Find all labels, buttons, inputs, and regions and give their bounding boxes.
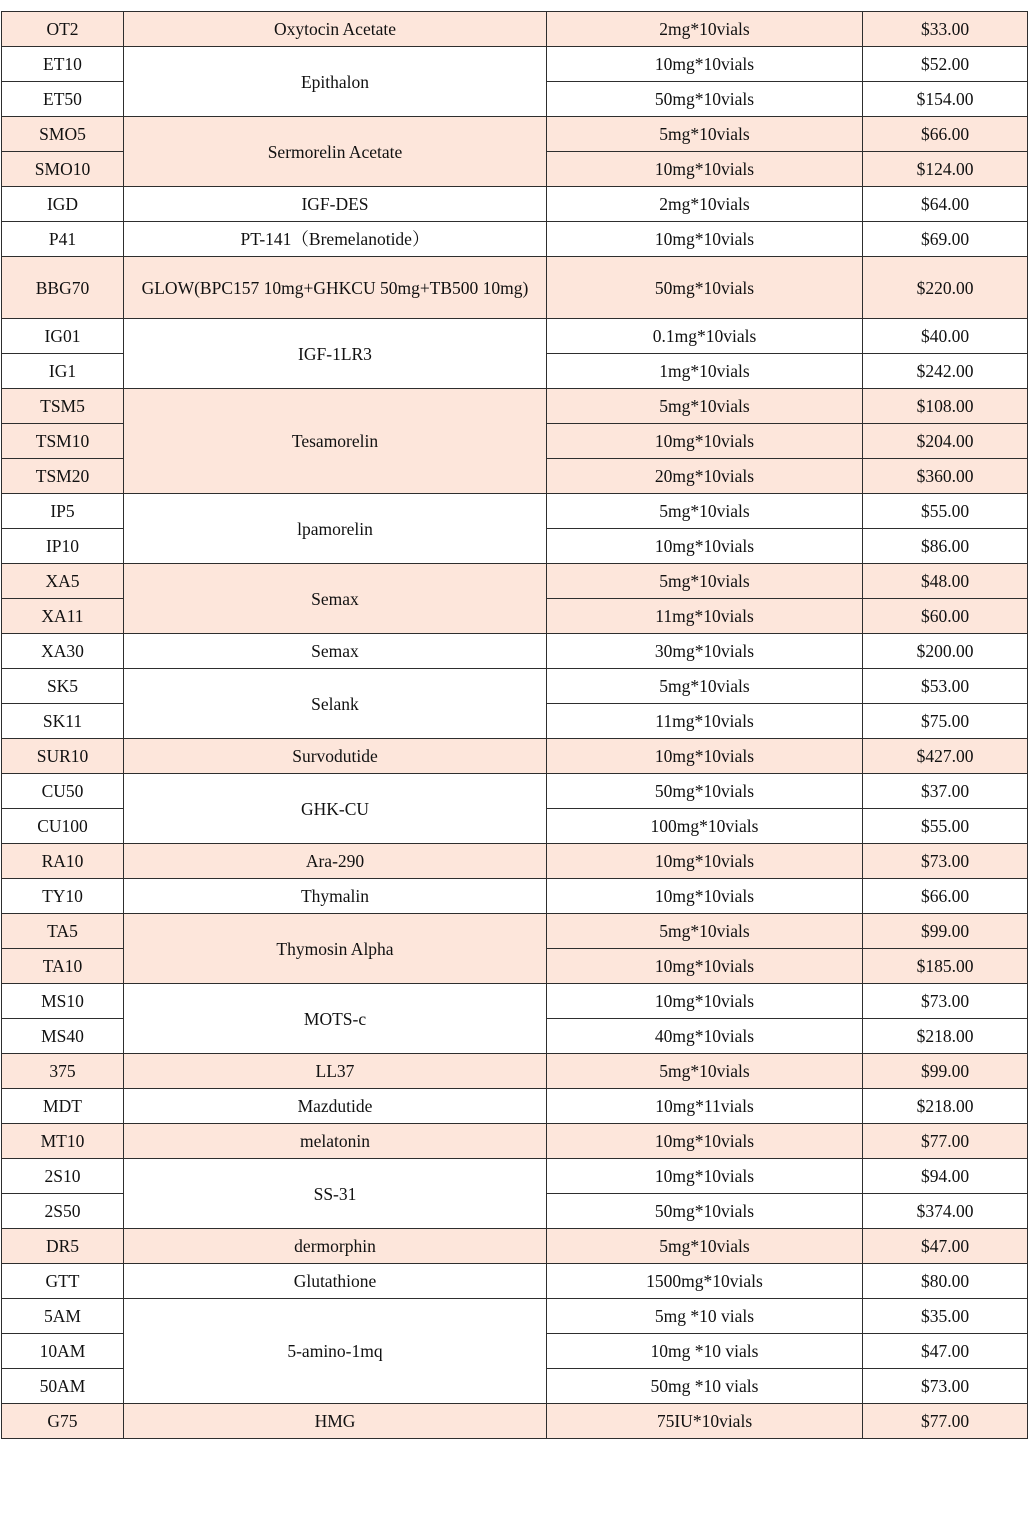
table-row — [2, 117, 1028, 152]
product-name-cell: Epithalon — [124, 47, 547, 117]
table-row — [2, 1054, 1028, 1089]
product-name-cell: Glutathione — [124, 1264, 547, 1299]
product-code-cell: IGD — [2, 187, 124, 222]
product-spec-cell: 5mg*10vials — [547, 117, 863, 152]
product-price-cell: $48.00 — [863, 564, 1028, 599]
product-code-cell: 5AM — [2, 1299, 124, 1334]
product-code-cell: SMO5 — [2, 117, 124, 152]
product-price-cell: $124.00 — [863, 152, 1028, 187]
table-row — [2, 1159, 1028, 1194]
product-price-cell: $60.00 — [863, 599, 1028, 634]
product-price-cell: $73.00 — [863, 844, 1028, 879]
table-row — [2, 739, 1028, 774]
product-name-cell: melatonin — [124, 1124, 547, 1159]
table-row — [2, 844, 1028, 879]
product-spec-cell: 2mg*10vials — [547, 187, 863, 222]
product-name-cell: Sermorelin Acetate — [124, 117, 547, 187]
product-code-cell: XA5 — [2, 564, 124, 599]
product-spec-cell: 10mg*10vials — [547, 529, 863, 564]
product-price-cell: $204.00 — [863, 424, 1028, 459]
product-price-cell: $94.00 — [863, 1159, 1028, 1194]
product-code-cell: SUR10 — [2, 739, 124, 774]
product-spec-cell: 5mg*10vials — [547, 1229, 863, 1264]
product-price-cell: $86.00 — [863, 529, 1028, 564]
product-price-cell: $80.00 — [863, 1264, 1028, 1299]
product-name-cell: Survodutide — [124, 739, 547, 774]
product-code-cell: G75 — [2, 1404, 124, 1439]
product-price-cell: $99.00 — [863, 1054, 1028, 1089]
product-name-cell: IGF-DES — [124, 187, 547, 222]
table-row — [2, 564, 1028, 599]
product-spec-cell: 40mg*10vials — [547, 1019, 863, 1054]
product-code-cell: 2S10 — [2, 1159, 124, 1194]
product-spec-cell: 10mg*10vials — [547, 984, 863, 1019]
table-row — [2, 1404, 1028, 1439]
product-price-cell: $154.00 — [863, 82, 1028, 117]
table-row — [2, 634, 1028, 669]
product-spec-cell: 10mg*10vials — [547, 222, 863, 257]
price-table-body — [2, 12, 1028, 1439]
product-code-cell: MS40 — [2, 1019, 124, 1054]
table-row — [2, 257, 1028, 319]
product-spec-cell: 75IU*10vials — [547, 1404, 863, 1439]
product-name-cell: Mazdutide — [124, 1089, 547, 1124]
product-name-cell: Tesamorelin — [124, 389, 547, 494]
product-price-cell: $47.00 — [863, 1334, 1028, 1369]
product-code-cell: OT2 — [2, 12, 124, 47]
product-code-cell: ET10 — [2, 47, 124, 82]
product-name-cell: lpamorelin — [124, 494, 547, 564]
product-price-cell: $360.00 — [863, 459, 1028, 494]
product-code-cell: TA10 — [2, 949, 124, 984]
product-price-cell: $52.00 — [863, 47, 1028, 82]
product-name-cell: Ara-290 — [124, 844, 547, 879]
product-code-cell: MT10 — [2, 1124, 124, 1159]
table-row — [2, 984, 1028, 1019]
product-spec-cell: 10mg*10vials — [547, 879, 863, 914]
product-code-cell: ET50 — [2, 82, 124, 117]
product-code-cell: BBG70 — [2, 257, 124, 319]
product-spec-cell: 50mg*10vials — [547, 774, 863, 809]
product-spec-cell: 1500mg*10vials — [547, 1264, 863, 1299]
product-price-cell: $53.00 — [863, 669, 1028, 704]
product-spec-cell: 5mg*10vials — [547, 494, 863, 529]
product-spec-cell: 10mg*10vials — [547, 152, 863, 187]
product-price-cell: $64.00 — [863, 187, 1028, 222]
product-code-cell: CU50 — [2, 774, 124, 809]
product-spec-cell: 10mg*10vials — [547, 424, 863, 459]
table-row — [2, 1089, 1028, 1124]
product-code-cell: SMO10 — [2, 152, 124, 187]
product-price-cell: $220.00 — [863, 257, 1028, 319]
product-code-cell: 50AM — [2, 1369, 124, 1404]
product-price-cell: $218.00 — [863, 1089, 1028, 1124]
product-name-cell: MOTS-c — [124, 984, 547, 1054]
product-price-cell: $200.00 — [863, 634, 1028, 669]
product-name-cell: SS-31 — [124, 1159, 547, 1229]
product-spec-cell: 50mg *10 vials — [547, 1369, 863, 1404]
product-code-cell: 2S50 — [2, 1194, 124, 1229]
product-spec-cell: 5mg *10 vials — [547, 1299, 863, 1334]
product-price-cell: $55.00 — [863, 809, 1028, 844]
product-price-cell: $66.00 — [863, 879, 1028, 914]
product-price-cell: $218.00 — [863, 1019, 1028, 1054]
product-spec-cell: 30mg*10vials — [547, 634, 863, 669]
product-code-cell: IP5 — [2, 494, 124, 529]
table-row — [2, 12, 1028, 47]
product-name-cell: GHK-CU — [124, 774, 547, 844]
table-row — [2, 319, 1028, 354]
product-code-cell: TSM5 — [2, 389, 124, 424]
product-code-cell: IG1 — [2, 354, 124, 389]
product-name-cell: LL37 — [124, 1054, 547, 1089]
product-name-cell: Selank — [124, 669, 547, 739]
table-row — [2, 47, 1028, 82]
product-name-cell: dermorphin — [124, 1229, 547, 1264]
table-row — [2, 1124, 1028, 1159]
product-price-cell: $66.00 — [863, 117, 1028, 152]
product-code-cell: IP10 — [2, 529, 124, 564]
product-spec-cell: 100mg*10vials — [547, 809, 863, 844]
product-code-cell: TA5 — [2, 914, 124, 949]
product-name-cell: PT-141（Bremelanotide） — [124, 222, 547, 257]
product-spec-cell: 50mg*10vials — [547, 82, 863, 117]
table-row — [2, 879, 1028, 914]
product-spec-cell: 20mg*10vials — [547, 459, 863, 494]
product-spec-cell: 10mg*11vials — [547, 1089, 863, 1124]
product-code-cell: CU100 — [2, 809, 124, 844]
product-price-cell: $77.00 — [863, 1124, 1028, 1159]
product-price-cell: $35.00 — [863, 1299, 1028, 1334]
product-price-cell: $374.00 — [863, 1194, 1028, 1229]
table-row — [2, 1264, 1028, 1299]
product-code-cell: DR5 — [2, 1229, 124, 1264]
product-price-cell: $69.00 — [863, 222, 1028, 257]
product-spec-cell: 10mg*10vials — [547, 1159, 863, 1194]
product-code-cell: XA30 — [2, 634, 124, 669]
product-code-cell: 375 — [2, 1054, 124, 1089]
product-spec-cell: 11mg*10vials — [547, 704, 863, 739]
product-price-cell: $77.00 — [863, 1404, 1028, 1439]
product-name-cell: Semax — [124, 634, 547, 669]
product-name-cell: Oxytocin Acetate — [124, 12, 547, 47]
product-price-cell: $99.00 — [863, 914, 1028, 949]
product-code-cell: P41 — [2, 222, 124, 257]
product-spec-cell: 5mg*10vials — [547, 389, 863, 424]
product-price-cell: $33.00 — [863, 12, 1028, 47]
table-row — [2, 389, 1028, 424]
product-spec-cell: 10mg*10vials — [547, 739, 863, 774]
table-row — [2, 1299, 1028, 1334]
product-spec-cell: 10mg*10vials — [547, 1124, 863, 1159]
table-row — [2, 774, 1028, 809]
product-price-cell: $75.00 — [863, 704, 1028, 739]
table-row — [2, 669, 1028, 704]
product-price-cell: $55.00 — [863, 494, 1028, 529]
product-name-cell: Thymosin Alpha — [124, 914, 547, 984]
product-name-cell: 5-amino-1mq — [124, 1299, 547, 1404]
product-spec-cell: 10mg*10vials — [547, 47, 863, 82]
product-spec-cell: 0.1mg*10vials — [547, 319, 863, 354]
table-row — [2, 914, 1028, 949]
product-price-cell: $427.00 — [863, 739, 1028, 774]
table-row — [2, 1229, 1028, 1264]
product-price-cell: $73.00 — [863, 984, 1028, 1019]
product-code-cell: TSM10 — [2, 424, 124, 459]
product-spec-cell: 10mg*10vials — [547, 949, 863, 984]
product-code-cell: GTT — [2, 1264, 124, 1299]
product-spec-cell: 10mg*10vials — [547, 844, 863, 879]
table-row — [2, 187, 1028, 222]
product-price-cell: $185.00 — [863, 949, 1028, 984]
product-spec-cell: 11mg*10vials — [547, 599, 863, 634]
product-spec-cell: 5mg*10vials — [547, 564, 863, 599]
product-price-cell: $242.00 — [863, 354, 1028, 389]
product-spec-cell: 50mg*10vials — [547, 257, 863, 319]
price-table — [1, 11, 1028, 1439]
table-row — [2, 494, 1028, 529]
product-code-cell: MDT — [2, 1089, 124, 1124]
product-code-cell: SK5 — [2, 669, 124, 704]
product-price-cell: $37.00 — [863, 774, 1028, 809]
product-spec-cell: 5mg*10vials — [547, 914, 863, 949]
product-code-cell: MS10 — [2, 984, 124, 1019]
product-name-cell: Thymalin — [124, 879, 547, 914]
product-code-cell: 10AM — [2, 1334, 124, 1369]
product-name-cell: IGF-1LR3 — [124, 319, 547, 389]
product-spec-cell: 1mg*10vials — [547, 354, 863, 389]
product-code-cell: XA11 — [2, 599, 124, 634]
product-code-cell: SK11 — [2, 704, 124, 739]
product-spec-cell: 50mg*10vials — [547, 1194, 863, 1229]
product-price-cell: $73.00 — [863, 1369, 1028, 1404]
product-spec-cell: 2mg*10vials — [547, 12, 863, 47]
product-code-cell: TSM20 — [2, 459, 124, 494]
product-code-cell: RA10 — [2, 844, 124, 879]
product-name-cell: GLOW(BPC157 10mg+GHKCU 50mg+TB500 10mg) — [124, 257, 547, 319]
table-row — [2, 222, 1028, 257]
product-code-cell: TY10 — [2, 879, 124, 914]
product-spec-cell: 10mg *10 vials — [547, 1334, 863, 1369]
product-price-cell: $108.00 — [863, 389, 1028, 424]
product-spec-cell: 5mg*10vials — [547, 669, 863, 704]
product-name-cell: HMG — [124, 1404, 547, 1439]
product-name-cell: Semax — [124, 564, 547, 634]
product-price-cell: $40.00 — [863, 319, 1028, 354]
product-price-cell: $47.00 — [863, 1229, 1028, 1264]
product-code-cell: IG01 — [2, 319, 124, 354]
product-spec-cell: 5mg*10vials — [547, 1054, 863, 1089]
